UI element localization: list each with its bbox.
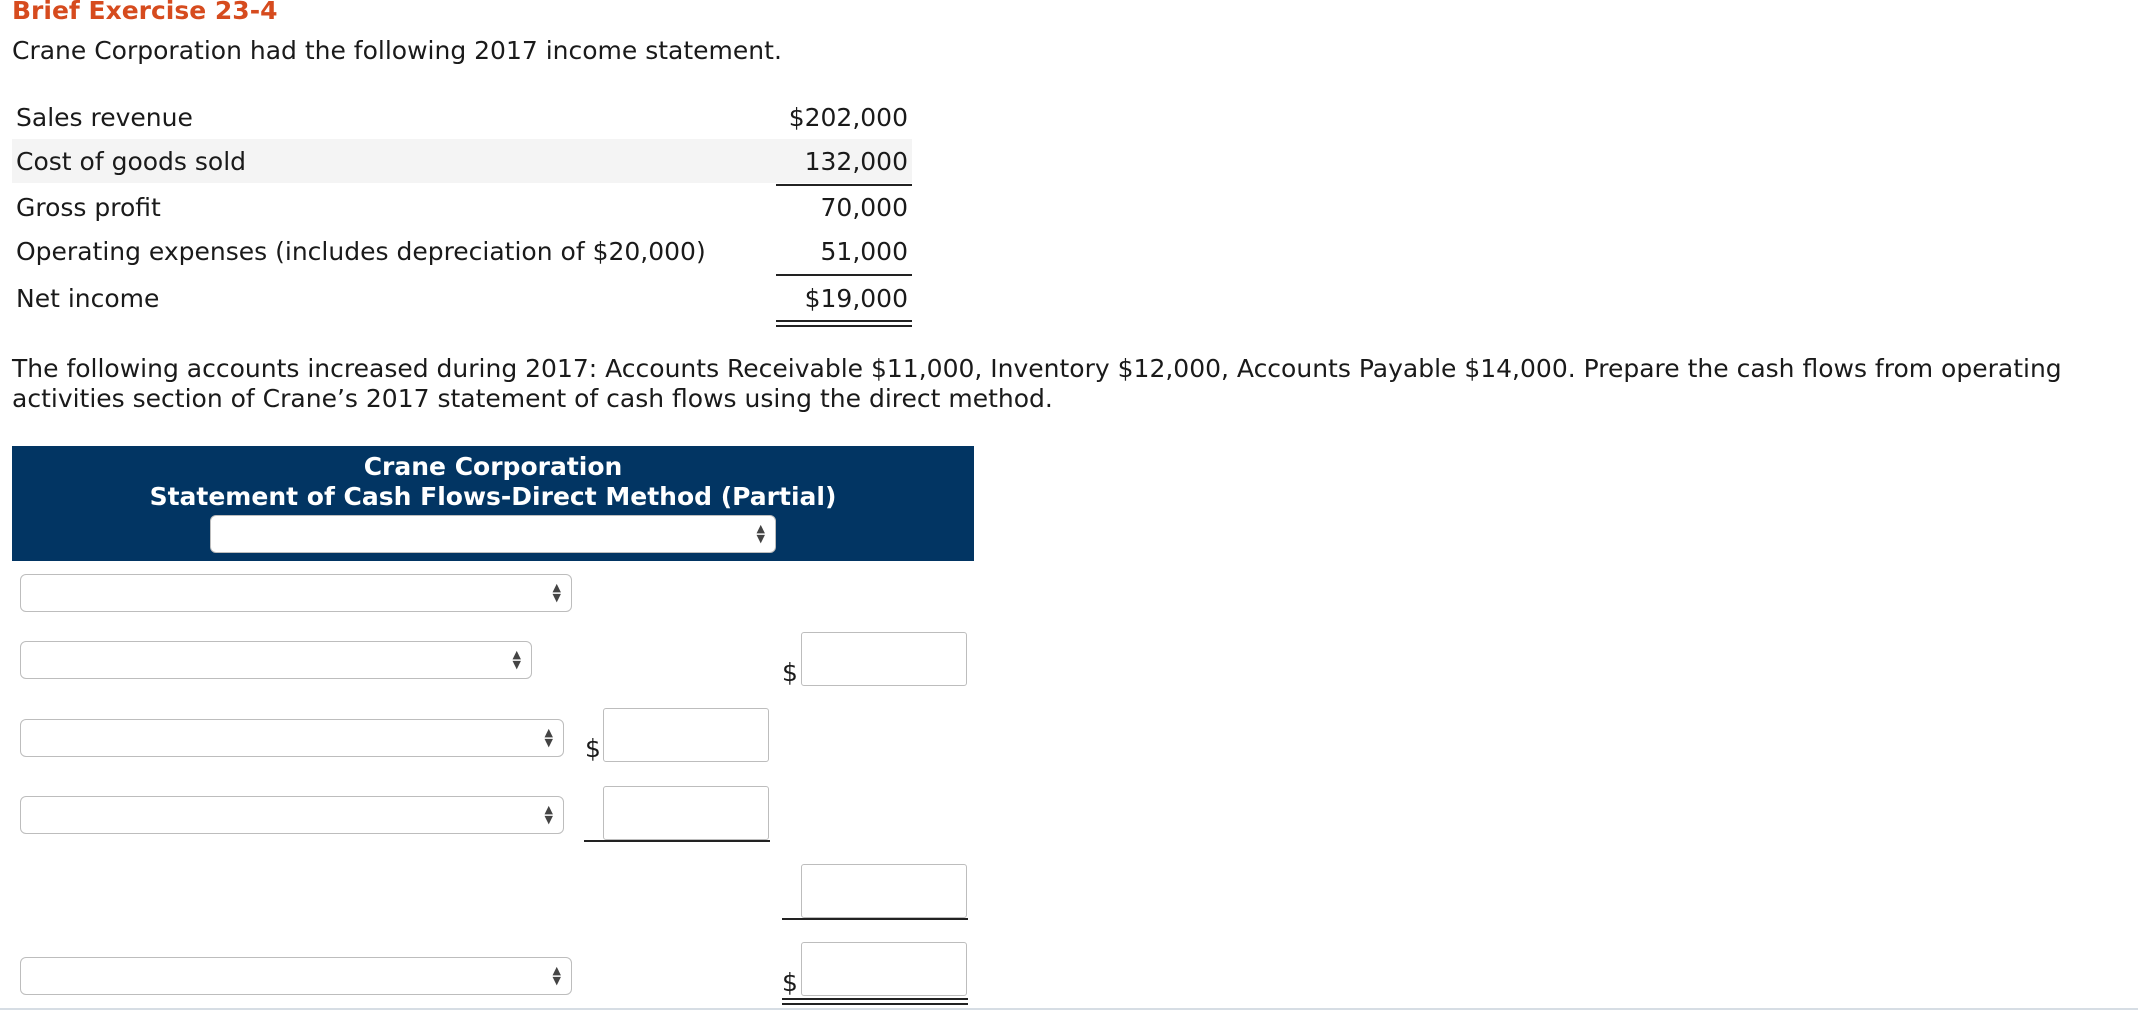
- income-value: $19,000: [804, 284, 908, 313]
- income-value: $202,000: [788, 103, 908, 132]
- currency-symbol: $: [585, 734, 601, 763]
- select-arrows-icon: ▲ ▼: [552, 964, 561, 987]
- income-label: Net income: [16, 284, 160, 313]
- income-row-net-income: [12, 276, 912, 320]
- total-double-underline-top: [782, 998, 968, 1000]
- income-label: Cost of goods sold: [16, 147, 247, 176]
- income-row-operating-expenses: [12, 229, 912, 273]
- income-row-gross-profit: [12, 185, 912, 229]
- amount-input-row2[interactable]: [801, 632, 967, 686]
- intro-text: Crane Corporation had the following 2017 income statement.: [12, 36, 782, 65]
- select-arrows-icon: ▲ ▼: [512, 648, 521, 671]
- total-double-underline-bottom: [782, 1003, 968, 1005]
- line-item-select-1[interactable]: [20, 574, 572, 612]
- line-item-select-3[interactable]: [20, 719, 564, 757]
- total-double-underline-bottom: [776, 325, 912, 327]
- income-value: 70,000: [820, 193, 908, 222]
- page-bottom-border: [0, 1008, 2138, 1010]
- income-label: Sales revenue: [16, 103, 193, 132]
- select-arrows-icon: ▲ ▼: [552, 581, 561, 604]
- exercise-title: Brief Exercise 23-4: [12, 0, 278, 25]
- line-item-select-2[interactable]: [20, 641, 532, 679]
- instructions-text: The following accounts increased during 2017: Accounts Receivable $11,000, Inventory $12,000, Accounts Payable $14,000. Prepare the cash flows from operating activities section of Crane’s 2017 statement of cash flows using the direct method.: [12, 354, 2062, 413]
- income-row-cogs: [12, 139, 912, 183]
- line-item-select-5[interactable]: [20, 957, 572, 995]
- income-row-sales: [12, 95, 912, 139]
- line-item-select-4[interactable]: [20, 796, 564, 834]
- company-name: Crane Corporation: [363, 452, 623, 481]
- amount-input-net-cash[interactable]: [801, 942, 967, 996]
- total-double-underline-top: [776, 320, 912, 322]
- currency-symbol: $: [782, 658, 798, 687]
- subtotal-underline: [584, 840, 770, 842]
- period-select[interactable]: [210, 515, 776, 553]
- currency-symbol: $: [782, 968, 798, 997]
- income-value: 132,000: [804, 147, 908, 176]
- amount-input-adjustments-total[interactable]: [801, 864, 967, 918]
- income-value: 51,000: [820, 237, 908, 266]
- subtotal-underline: [782, 918, 968, 920]
- amount-input-row3[interactable]: [603, 708, 769, 762]
- statement-title: Statement of Cash Flows-Direct Method (Partial): [149, 482, 837, 511]
- statement-header: [12, 446, 974, 561]
- select-arrows-icon: ▲ ▼: [544, 726, 553, 749]
- income-label: Gross profit: [16, 193, 161, 222]
- select-arrows-icon: ▲ ▼: [756, 522, 765, 545]
- amount-input-row4[interactable]: [603, 786, 769, 840]
- income-label: Operating expenses (includes depreciation of $20,000): [16, 237, 706, 266]
- select-arrows-icon: ▲ ▼: [544, 803, 553, 826]
